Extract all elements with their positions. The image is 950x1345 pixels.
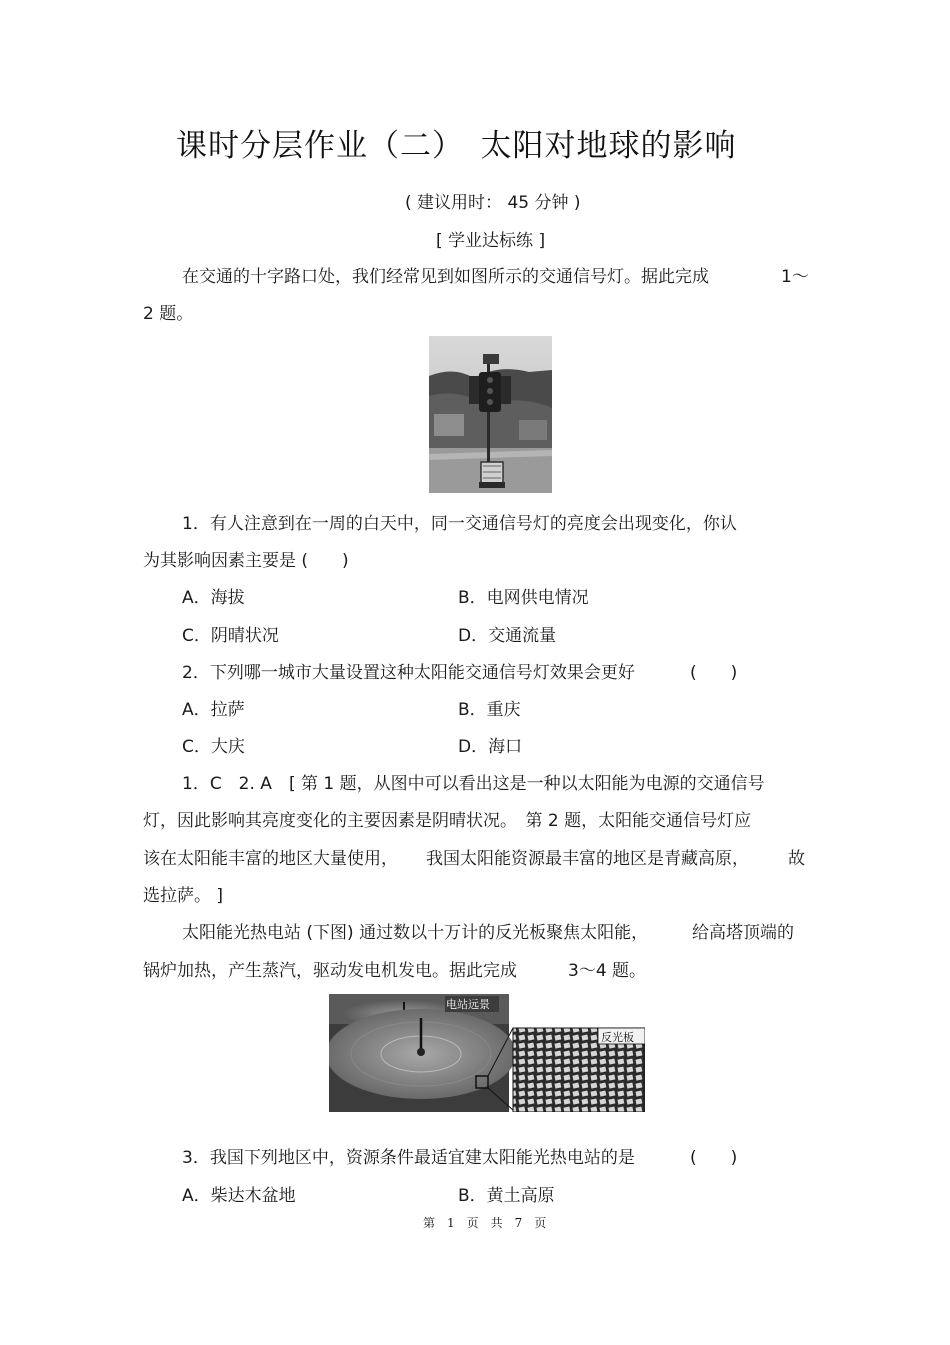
power-station-photo [329, 994, 645, 1112]
intro1-line2: 2 题。 [143, 304, 194, 324]
q1-option-c: C．阴晴状况 [182, 626, 279, 646]
q3-option-a: A．柴达木盆地 [182, 1186, 296, 1206]
q2-stem: 2．下列哪一城市大量设置这种太阳能交通信号灯效果会更好 [182, 663, 635, 683]
q3-option-b: B．黄土高原 [458, 1186, 555, 1206]
intro1-range: 1～ [781, 267, 809, 287]
page-footer: 第 1 页 共 7 页 [423, 1216, 547, 1230]
q1-option-b: B．电网供电情况 [458, 588, 589, 608]
answer12-line3a: 该在太阳能丰富的地区大量使用， [143, 849, 398, 869]
q3-paren: ( ) [690, 1148, 738, 1168]
q2-option-c: C．大庆 [182, 737, 245, 757]
intro2-line2: 锅炉加热，产生蒸汽，驱动发电机发电。据此完成 [143, 961, 517, 981]
intro1-line1: 在交通的十字路口处，我们经常见到如图所示的交通信号灯。据此完成 [182, 267, 709, 287]
q2-option-a: A．拉萨 [182, 700, 245, 720]
figure-label-reflectors: 反光板 [601, 1031, 634, 1044]
q1-stem-line2: 为其影响因素主要是 ( ) [143, 551, 349, 571]
duration-note: ( 建议用时： 45 分钟 ) [405, 193, 581, 213]
section-heading: [ 学业达标练 ] [436, 231, 546, 251]
intro2-range: 3～4 题。 [568, 961, 647, 981]
figure-label-distant-view: 电站远景 [446, 998, 490, 1011]
q3-stem: 3．我国下列地区中，资源条件最适宜建太阳能光热电站的是 [182, 1148, 635, 1168]
answer12-line3c: 故 [788, 849, 805, 869]
q1-option-d: D．交通流量 [458, 626, 557, 646]
q1-option-a: A．海拔 [182, 588, 245, 608]
traffic-light-photo [429, 336, 552, 493]
page-title: 课时分层作业（二） 太阳对地球的影响 [176, 128, 737, 164]
answer12-line4: 选拉萨。 ] [143, 886, 224, 906]
intro2-line1a: 太阳能光热电站 (下图) 通过数以十万计的反光板聚焦太阳能， [182, 923, 649, 943]
q2-option-b: B．重庆 [458, 700, 521, 720]
answer12-line1: 1．C 2. A [ 第 1 题，从图中可以看出这是一种以太阳能为电源的交通信号 [182, 774, 765, 794]
q1-stem-line1: 1．有人注意到在一周的白天中，同一交通信号灯的亮度会出现变化，你认 [182, 514, 737, 534]
intro2-line1b: 给高塔顶端的 [692, 923, 794, 943]
answer12-line2: 灯，因此影响其亮度变化的主要因素是阴晴状况。 第 2 题，太阳能交通信号灯应 [143, 811, 752, 831]
q2-paren: ( ) [690, 663, 738, 683]
answer12-line3b: 我国太阳能资源最丰富的地区是青藏高原， [426, 849, 749, 869]
q2-option-d: D．海口 [458, 737, 523, 757]
